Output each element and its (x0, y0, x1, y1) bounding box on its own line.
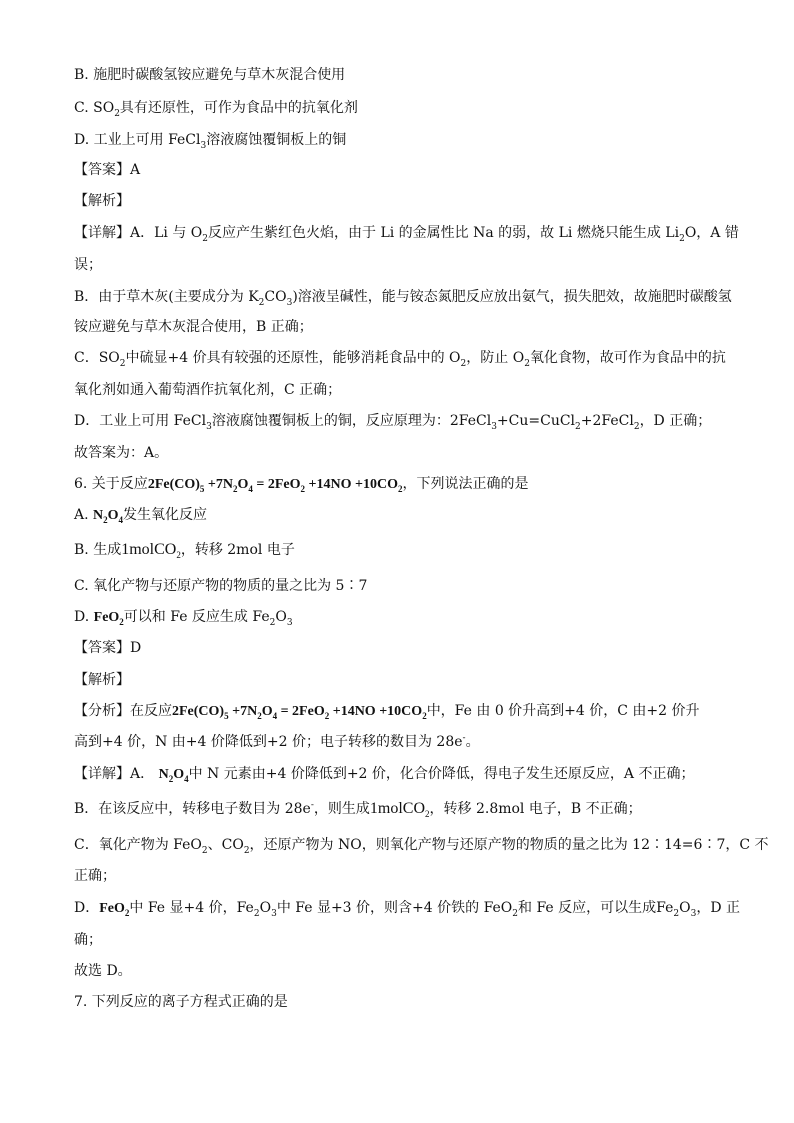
q5-analysis-label: 【解析】 (74, 193, 130, 209)
q5-detail-a-line1: 【详解】A．Li 与 $O_2$反应产生紫红色火焰，由于 Li 的金属性比 Na 的弱，故 Li 燃烧只能生成 $Li_2O$，A 错 (74, 225, 739, 244)
q6-option-a: A. $N_2O_4$发生氧化反应 (74, 507, 208, 525)
q6-detail-d-line2: 确； (74, 932, 102, 948)
q6-option-d: D. FeO$_2$可以和 Fe 反应生成 $Fe_2O_3$ (74, 609, 293, 628)
q5-detail-c-line1: C．$SO_2$中硫显+4 价具有较强的还原性，能够消耗食品中的 $O_2$，防止 $O_2$氧化食物，故可作为食品中的抗 (74, 350, 726, 369)
q6-equation: $2Fe(CO)_5 +7N_2O_4 = 2FeO_2 +14NO +10CO_2$ (147, 477, 403, 494)
q5-option-b: B. 施肥时碳酸氢铵应避免与草木灰混合使用 (74, 67, 346, 83)
q6-stem: 6. 关于反应$2Fe(CO)_5 +7N_2O_4 = 2FeO_2 +14NO +10CO_2$，下列说法正确的是 (74, 476, 529, 494)
q5-answer: 【答案】A (74, 162, 141, 178)
q5-detail-b-line2: 铵应避免与草木灰混合使用，B 正确； (74, 319, 313, 335)
q7-stem: 7. 下列反应的离子方程式正确的是 (74, 994, 288, 1010)
q6-option-c: C. 氧化产物与还原产物的物质的量之比为 5∶7 (74, 578, 368, 594)
q5-option-c: C. $SO_2$具有还原性，可作为食品中的抗氧化剂 (74, 100, 358, 119)
q6-analysis-label: 【解析】 (74, 672, 130, 688)
q5-detail-a-line2: 误； (74, 257, 102, 273)
q5-detail-c-line2: 氧化剂如通入葡萄酒作抗氧化剂，C 正确； (74, 382, 342, 398)
q6-fenxi-line2: 高到+4 价，N 由+4 价降低到+2 价；电子转移的数目为 28e-。 (74, 733, 480, 750)
q6-detail-c-line1: C．氧化产物为 FeO$_2$、$CO_2$，还原产物为 NO，则氧化产物与还原产物的物质的量之比为 12∶14=6∶7，C 不 (74, 837, 769, 856)
q6-fenxi-line1: 【分析】在反应$2Fe(CO)_5 +7N_2O_4 = 2FeO_2 +14NO +10CO_2$中，Fe 由 0 价升高到+4 价，C 由+2 价升 (74, 703, 700, 721)
q6-option-b: B. 生成1molCO$_2$，转移 2mol 电子 (74, 541, 295, 561)
q6-detail-b: B．在该反应中，转移电子数目为 28e-，则生成1molCO$_2$，转移 2.8mol 电子，B 不正确； (74, 800, 642, 820)
q6-detail-d-line1: D．FeO$_2$中 Fe 显+4 价，$Fe_2O_3$中 Fe 显+3 价，则含+4 价铁的 FeO$_2$和 Fe 反应，可以生成$Fe_2O_3$，D 正 (74, 900, 741, 919)
q5-option-d: D. 工业上可用 FeCl$_3$溶液腐蚀覆铜板上的铜 (74, 132, 347, 151)
q6-conclusion: 故选 D。 (74, 963, 132, 979)
q5-conclusion: 故答案为：A。 (74, 445, 169, 461)
q5-detail-b-line1: B．由于草木灰(主要成分为 $K_2CO_3$)溶液呈碱性，能与铵态氮肥反应放出氨气，损失肥效，故施肥时碳酸氢 (74, 289, 732, 308)
q6-detail-c-line2: 正确； (74, 868, 116, 884)
q6-detail-a: 【详解】A． $N_2O_4$中 N 元素由+4 价降低到+2 价，化合价降低，得电子发生还原反应，A 不正确； (74, 766, 695, 784)
q6-answer: 【答案】D (74, 640, 142, 656)
q5-detail-d-line1: D．工业上可用 FeCl$_3$溶液腐蚀覆铜板上的铜，反应原理为：2FeCl$_3$+Cu=CuCl$_2$+2FeCl$_2$，D 正确； (74, 413, 712, 432)
